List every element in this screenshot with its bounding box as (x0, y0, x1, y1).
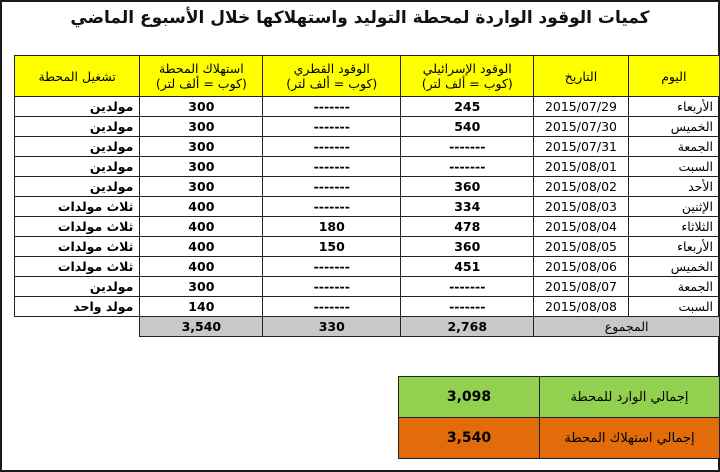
day-cell: الأربعاء (628, 237, 719, 257)
consumption-label: إجمالي استهلاك المحطة (540, 418, 720, 459)
qatari-cell: ------- (263, 297, 401, 317)
table-row (15, 177, 720, 197)
day-cell: الأحد (628, 177, 719, 197)
day-cell: الجمعة (628, 277, 719, 297)
qatari-cell: ------- (263, 257, 401, 277)
israeli-cell: 478 (401, 217, 534, 237)
operation-cell: ثلاث مولدات (15, 257, 140, 277)
qatari-cell: ------- (263, 177, 401, 197)
consumption-cell: 300 (140, 277, 263, 297)
date-cell: 2015/08/04 (534, 217, 628, 237)
qatari-cell: ------- (263, 137, 401, 157)
date-cell: 2015/07/30 (534, 117, 628, 137)
operation-cell: ثلاث مولدات (15, 237, 140, 257)
consumption-cell: 400 (140, 217, 263, 237)
day-cell: الأربعاء (628, 97, 719, 117)
table-row (15, 137, 720, 157)
date-cell: 2015/08/05 (534, 237, 628, 257)
operation-cell: مولدين (15, 137, 140, 157)
day-cell: الثلاثاء (628, 217, 719, 237)
qatari-cell: ------- (263, 197, 401, 217)
header-israeli: الوقود الإسرائيلي (كوب = ألف لتر) (401, 56, 534, 97)
israeli-cell: 334 (401, 197, 534, 217)
qatari-cell: ------- (263, 117, 401, 137)
qatari-cell: ------- (263, 157, 401, 177)
header-row (15, 56, 720, 97)
page-title: كميات الوقود الواردة لمحطة التوليد واستهلاكها خلال الأسبوع الماضي (70, 8, 650, 28)
fuel-table (14, 55, 720, 337)
incoming-value: 3,098 (399, 377, 540, 418)
date-cell: 2015/07/31 (534, 137, 628, 157)
total-label: المجموع (534, 317, 720, 337)
table-row (15, 97, 720, 117)
operation-cell: مولدين (15, 157, 140, 177)
total-row (15, 317, 720, 337)
operation-cell: مولدين (15, 97, 140, 117)
date-cell: 2015/08/07 (534, 277, 628, 297)
total-qatari: 330 (263, 317, 401, 337)
israeli-cell: 245 (401, 97, 534, 117)
summary-incoming-row (399, 377, 720, 418)
day-cell: الخميس (628, 257, 719, 277)
consumption-cell: 300 (140, 157, 263, 177)
consumption-cell: 400 (140, 257, 263, 277)
header-day: اليوم (628, 56, 719, 97)
table-row (15, 297, 720, 317)
date-cell: 2015/07/29 (534, 97, 628, 117)
table-body (15, 97, 720, 317)
consumption-cell: 400 (140, 237, 263, 257)
table-row (15, 217, 720, 237)
header-qatari: الوقود القطري (كوب = ألف لتر) (263, 56, 401, 97)
qatari-cell: ------- (263, 97, 401, 117)
header-date: التاريخ (534, 56, 628, 97)
qatari-cell: 150 (263, 237, 401, 257)
table-row (15, 197, 720, 217)
header-operation: تشغيل المحطة (15, 56, 140, 97)
date-cell: 2015/08/01 (534, 157, 628, 177)
summary-consumption-row (399, 418, 720, 459)
consumption-cell: 300 (140, 117, 263, 137)
table-row (15, 237, 720, 257)
date-cell: 2015/08/03 (534, 197, 628, 217)
israeli-cell: 540 (401, 117, 534, 137)
day-cell: السبت (628, 157, 719, 177)
summary-table (398, 376, 720, 459)
consumption-cell: 300 (140, 97, 263, 117)
date-cell: 2015/08/02 (534, 177, 628, 197)
table-row (15, 277, 720, 297)
israeli-cell: 360 (401, 177, 534, 197)
israeli-cell: ------- (401, 137, 534, 157)
israeli-cell: 360 (401, 237, 534, 257)
incoming-label: إجمالي الوارد للمحطة (540, 377, 720, 418)
consumption-cell: 300 (140, 177, 263, 197)
total-consumption: 3,540 (140, 317, 263, 337)
consumption-cell: 300 (140, 137, 263, 157)
israeli-cell: ------- (401, 157, 534, 177)
operation-cell: مولدين (15, 117, 140, 137)
operation-cell: مولدين (15, 177, 140, 197)
day-cell: الخميس (628, 117, 719, 137)
date-cell: 2015/08/06 (534, 257, 628, 277)
header-consumption: استهلاك المحطة (كوب = ألف لتر) (140, 56, 263, 97)
qatari-cell: ------- (263, 277, 401, 297)
operation-cell: مولد واحد (15, 297, 140, 317)
table-row (15, 117, 720, 137)
consumption-value: 3,540 (399, 418, 540, 459)
day-cell: الجمعة (628, 137, 719, 157)
day-cell: الإثنين (628, 197, 719, 217)
operation-cell: مولدين (15, 277, 140, 297)
consumption-cell: 400 (140, 197, 263, 217)
consumption-cell: 140 (140, 297, 263, 317)
total-blank (15, 317, 140, 337)
israeli-cell: 451 (401, 257, 534, 277)
operation-cell: ثلاث مولدات (15, 197, 140, 217)
total-israeli: 2,768 (401, 317, 534, 337)
table-row (15, 257, 720, 277)
qatari-cell: 180 (263, 217, 401, 237)
date-cell: 2015/08/08 (534, 297, 628, 317)
operation-cell: ثلاث مولدات (15, 217, 140, 237)
day-cell: السبت (628, 297, 719, 317)
table-row (15, 157, 720, 177)
israeli-cell: ------- (401, 297, 534, 317)
israeli-cell: ------- (401, 277, 534, 297)
